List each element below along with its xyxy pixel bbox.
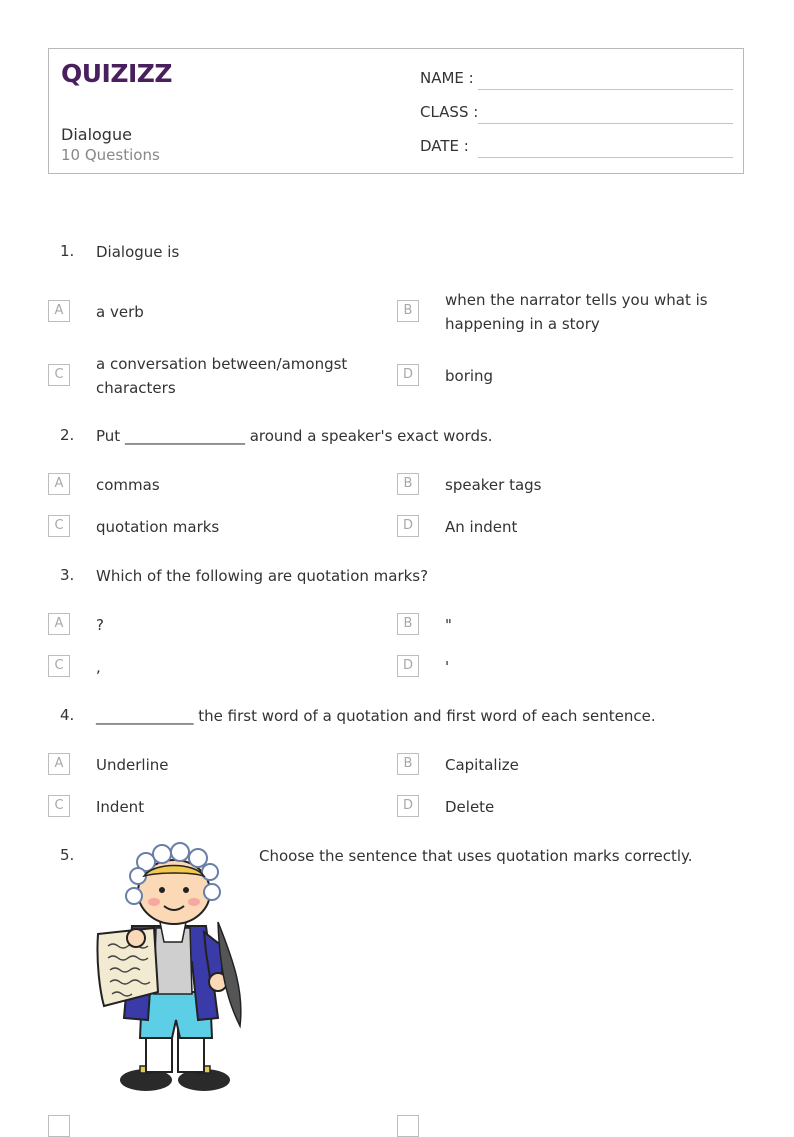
name-line[interactable] — [478, 89, 733, 90]
option-letter[interactable]: B — [397, 613, 419, 635]
option-text: ? — [96, 616, 104, 634]
option-text: Underline — [96, 756, 169, 774]
question-text: Put ________________ around a speaker's exact words. — [96, 427, 493, 445]
option-letter[interactable]: C — [48, 655, 70, 677]
option-box-partial[interactable] — [48, 1115, 70, 1137]
option-letter[interactable]: C — [48, 364, 70, 386]
colonial-boy-illustration — [94, 842, 244, 1094]
option-letter[interactable]: D — [397, 364, 419, 386]
class-label: CLASS : — [420, 103, 479, 121]
class-line[interactable] — [478, 123, 733, 124]
option-text: , — [96, 658, 101, 676]
question-text: Dialogue is — [96, 243, 180, 261]
date-label: DATE : — [420, 137, 469, 155]
quizizz-logo: QUIZIZZ — [61, 59, 173, 88]
question-number: 5. — [60, 846, 75, 864]
option-text: speaker tags — [445, 476, 542, 494]
option-letter[interactable]: D — [397, 795, 419, 817]
question-number: 2. — [60, 426, 75, 444]
question-text: _____________ the first word of a quotation and first word of each sentence. — [96, 707, 656, 725]
option-letter[interactable]: D — [397, 655, 419, 677]
option-text: Delete — [445, 798, 495, 816]
option-letter[interactable]: A — [48, 753, 70, 775]
option-text: a conversation between/amongst characters — [96, 355, 348, 397]
option-letter[interactable]: D — [397, 515, 419, 537]
option-letter[interactable]: B — [397, 753, 419, 775]
option-text: commas — [96, 476, 160, 494]
date-line[interactable] — [478, 157, 733, 158]
question-text: Which of the following are quotation marks? — [96, 567, 429, 585]
option-letter[interactable]: A — [48, 300, 70, 322]
option-text: " — [445, 616, 452, 634]
option-text: Capitalize — [445, 756, 519, 774]
option-text: An indent — [445, 518, 518, 536]
worksheet-header — [48, 48, 744, 174]
option-letter[interactable]: B — [397, 300, 419, 322]
question-count: 10 Questions — [61, 146, 160, 164]
option-box-partial[interactable] — [397, 1115, 419, 1137]
option-letter[interactable]: A — [48, 473, 70, 495]
option-text: ' — [445, 658, 450, 676]
option-text: a verb — [96, 303, 144, 321]
option-text: quotation marks — [96, 518, 220, 536]
option-text: boring — [445, 367, 494, 385]
question-number: 4. — [60, 706, 75, 724]
question-number: 3. — [60, 566, 75, 584]
option-text: when the narrator tells you what is happening in a story — [445, 291, 708, 333]
option-text: Indent — [96, 798, 145, 816]
option-letter[interactable]: C — [48, 795, 70, 817]
name-label: NAME : — [420, 69, 474, 87]
question-number: 1. — [60, 242, 75, 260]
option-letter[interactable]: C — [48, 515, 70, 537]
option-letter[interactable]: A — [48, 613, 70, 635]
worksheet-title: Dialogue — [61, 125, 132, 144]
option-letter[interactable]: B — [397, 473, 419, 495]
question-text: Choose the sentence that uses quotation marks correctly. — [259, 847, 693, 865]
